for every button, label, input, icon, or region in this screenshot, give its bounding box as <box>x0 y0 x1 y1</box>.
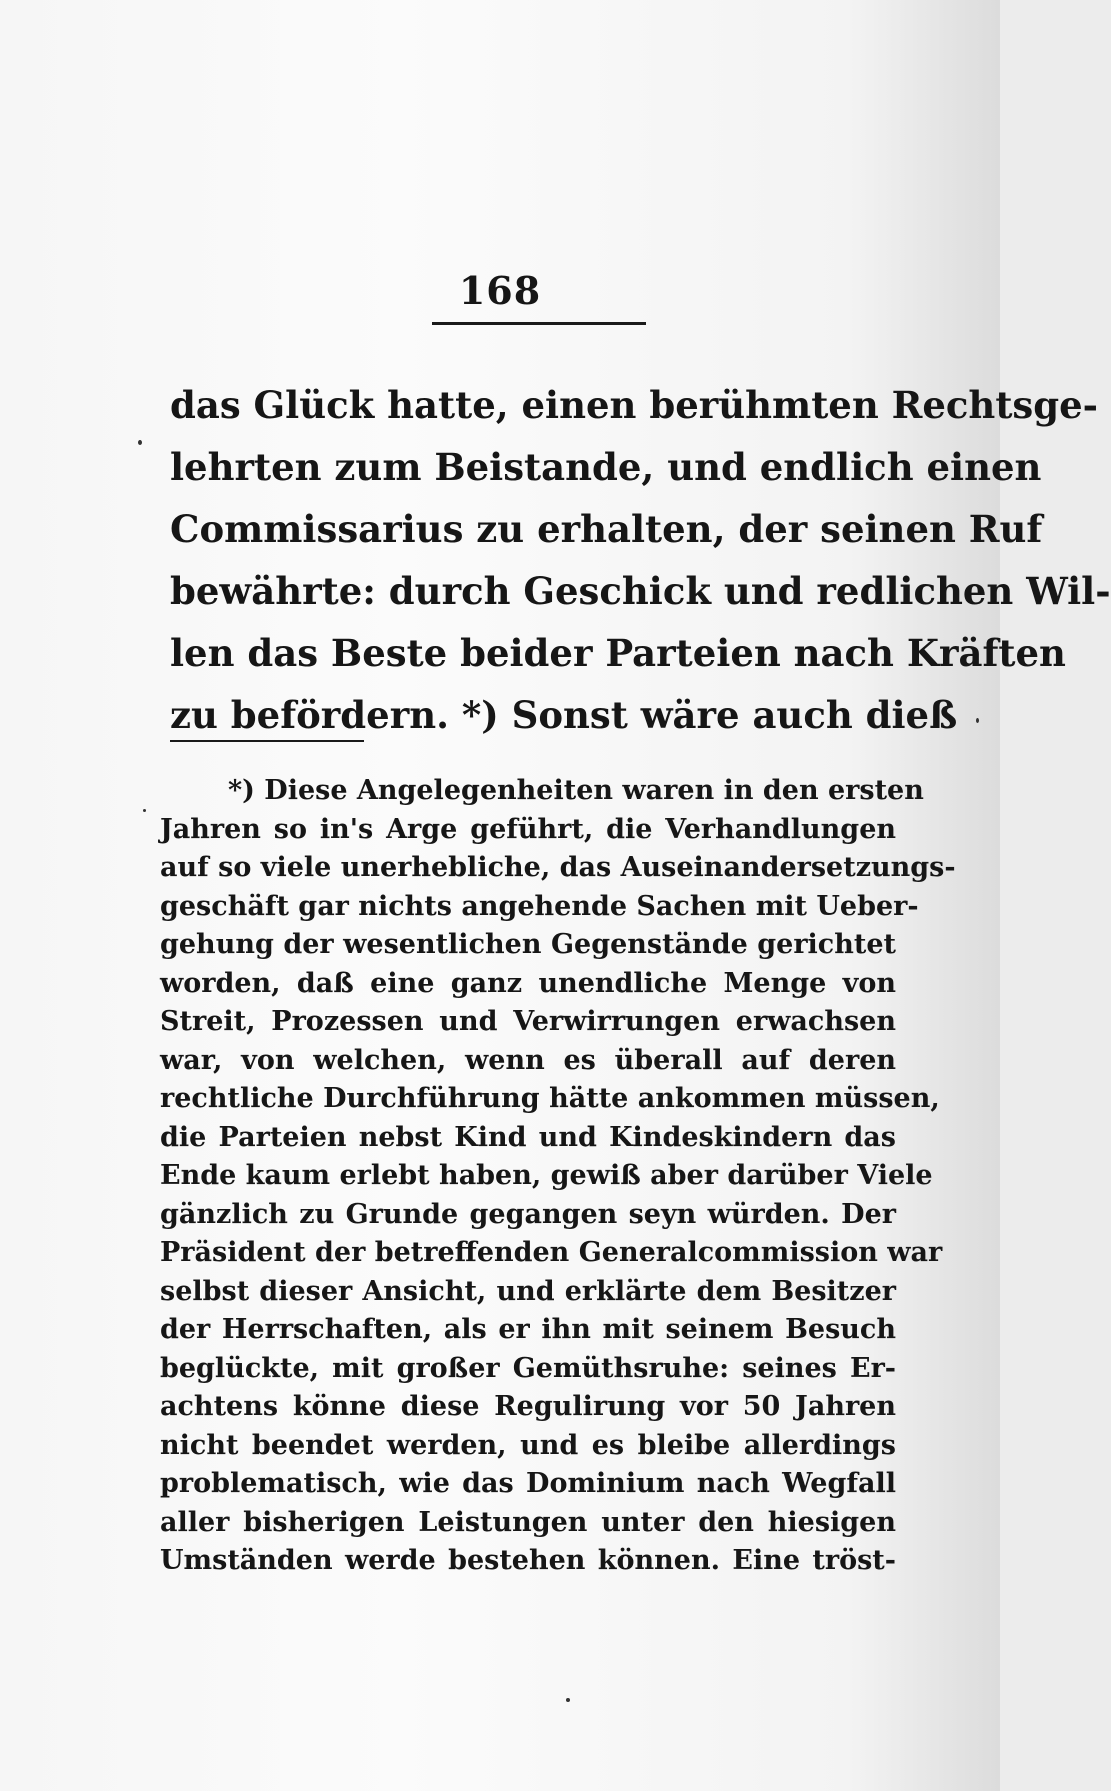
page-number: 168 <box>458 268 542 313</box>
footnote-line: gänzlich zu Grunde gegangen seyn würden. Der <box>160 1198 896 1230</box>
footnote-line: die Parteien nebst Kind und Kindeskindern das <box>160 1121 896 1153</box>
footnote-line: beglückte, mit großer Gemüthsruhe: seines Er- <box>160 1352 896 1384</box>
footnote-line: Ende kaum erlebt haben, gewiß aber darüber Viele <box>160 1160 933 1191</box>
footnote-line: nicht beendet werden, und es bleibe allerdings <box>160 1429 896 1461</box>
text-line: das Glück hatte, einen berühmten Rechtsge- <box>170 383 1099 427</box>
footnote <box>160 772 956 1581</box>
footnote-line: gehung der wesentlichen Gegenstände gerichtet <box>160 929 896 960</box>
footnote-line: selbst dieser Ansicht, und erklärte dem Besitzer <box>160 1275 896 1307</box>
text-line: bewährte: durch Geschick und redlichen Wil- <box>170 569 1111 613</box>
footnote-line: rechtliche Durchführung hätte ankommen müssen, <box>160 1083 940 1114</box>
footnote-line: Präsident der betreffenden Generalcommission war <box>160 1237 943 1268</box>
main-text <box>170 374 1111 746</box>
footnote-line: achtens könne diese Regulirung vor 50 Jahren <box>160 1391 896 1422</box>
text-line: len das Beste beider Parteien nach Kräften <box>170 631 1066 675</box>
footnote-line: Umständen werde bestehen können. Eine tröst- <box>160 1545 896 1576</box>
footnote-line: der Herrschaften, als er ihn mit seinem Besuch <box>160 1314 896 1345</box>
footnote-line: Jahren so in's Arge geführt, die Verhandlungen <box>160 813 896 845</box>
header-rule <box>432 322 646 325</box>
footnote-line: auf so viele unerhebliche, das Auseinandersetzungs- <box>160 852 956 883</box>
footnote-line: geschäft gar nichts angehende Sachen mit Ueber- <box>160 890 919 922</box>
text-line: Commissarius zu erhalten, der seinen Ruf <box>170 507 1043 551</box>
paper-speck <box>976 718 979 723</box>
paper-speck <box>143 809 146 812</box>
footnote-line: *) Diese Angelegenheiten waren in den ersten <box>228 775 924 806</box>
footnote-line: war, von welchen, wenn es überall auf deren <box>160 1044 896 1076</box>
footnote-line: problematisch, wie das Dominium nach Wegfall <box>160 1468 896 1499</box>
paper-speck <box>566 1698 570 1702</box>
paper-speck <box>138 440 142 445</box>
footnote-line: aller bisherigen Leistungen unter den hiesigen <box>160 1506 896 1538</box>
footnote-rule <box>170 740 364 742</box>
footnote-line: worden, daß eine ganz unendliche Menge von <box>160 967 896 999</box>
footnote-line: Streit, Prozessen und Verwirrungen erwachsen <box>160 1006 896 1037</box>
text-line: zu befördern. *) Sonst wäre auch dieß <box>170 693 958 737</box>
text-line: lehrten zum Beistande, und endlich einen <box>170 445 1042 489</box>
